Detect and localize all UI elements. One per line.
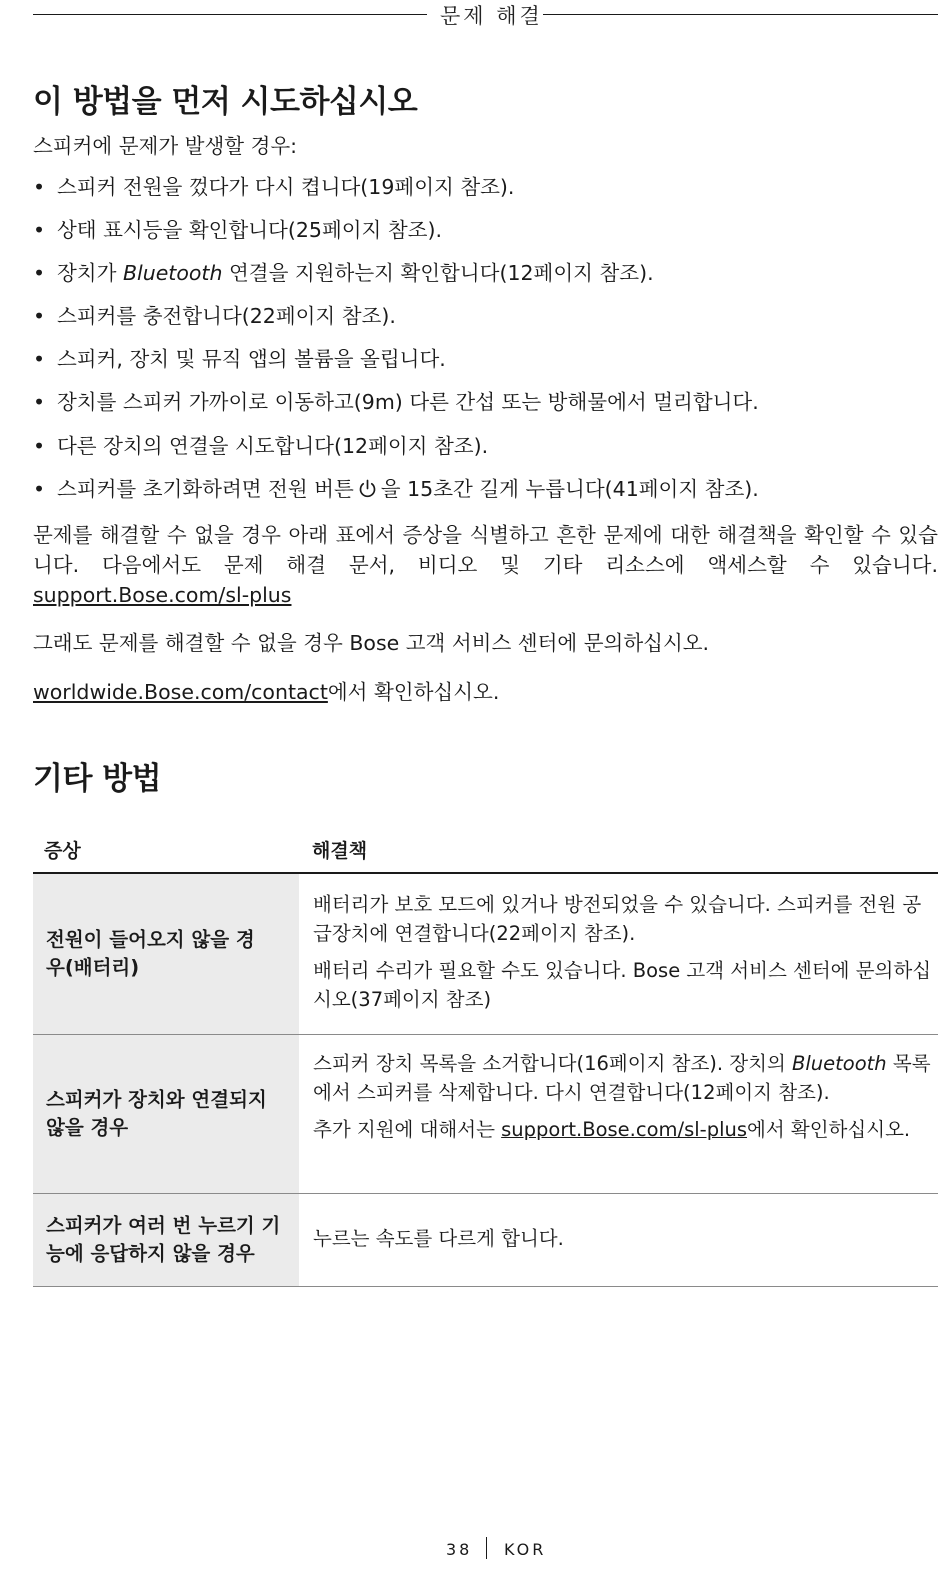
intro-text: 스피커에 문제가 발생할 경우: bbox=[33, 134, 298, 158]
power-icon bbox=[358, 477, 377, 507]
column-header-symptom: 증상 bbox=[44, 840, 81, 862]
solution-cell: 누르는 속도를 다르게 합니다. bbox=[313, 1227, 564, 1250]
list-item: • 장치가 Bluetooth 연결을 지원하는지 확인합니다(12페이지 참조). bbox=[33, 261, 654, 286]
symptom-cell: 스피커가 여러 번 누르기 기능에 응답하지 않을 경우 bbox=[33, 1194, 299, 1286]
row-divider bbox=[33, 1286, 938, 1287]
page-number: 38 bbox=[446, 1540, 473, 1559]
list-item: • 장치를 스피커 가까이로 이동하고(9m) 다른 간섭 또는 방해물에서 멀리합니다. bbox=[33, 390, 759, 415]
table-row bbox=[33, 1035, 938, 1193]
footer-divider bbox=[486, 1537, 487, 1559]
list-item: • 상태 표시등을 확인합니다(25페이지 참조). bbox=[33, 218, 442, 243]
language-code: KOR bbox=[504, 1540, 547, 1559]
support-link[interactable]: support.Bose.com/sl-plus bbox=[501, 1118, 748, 1141]
contact-link-line: worldwide.Bose.com/contact에서 확인하십시오. bbox=[33, 680, 500, 704]
header-rule-left bbox=[33, 14, 427, 15]
column-header-solution: 해결책 bbox=[312, 840, 368, 862]
list-item: • 스피커를 충전합니다(22페이지 참조). bbox=[33, 304, 396, 329]
solution-cell: 배터리가 보호 모드에 있거나 방전되었을 수 있습니다. 스피커를 전원 공급장치에 연결합니다(22페이지 참조). 배터리 수리가 필요할 수도 있습니다. Bose 고객 서비스 센터에 문의하십시오(37페이지 참조) bbox=[313, 893, 932, 1011]
bluetooth-term: Bluetooth bbox=[792, 1052, 887, 1075]
solution-cell: 스피커 장치 목록을 소거합니다(16페이지 참조). 장치의 Bluetooth 목록에서 스피커를 삭제합니다. 다시 연결합니다(12페이지 참조). 추가 지원에 대해서는 support.Bose.com/sl-plus에서 확인하십시오. bbox=[313, 1052, 931, 1141]
list-item: • 스피커, 장치 및 뮤직 앱의 볼륨을 올립니다. bbox=[33, 347, 446, 372]
bluetooth-term: Bluetooth bbox=[122, 261, 223, 286]
table-row bbox=[33, 874, 938, 1034]
list-item: • 스피커를 초기화하려면 전원 버튼 을 15초간 길게 누릅니다(41페이지 참조). bbox=[33, 474, 759, 517]
section-header-title: 문제 해결 bbox=[440, 4, 543, 28]
section-heading-other: 기타 방법 bbox=[33, 761, 162, 797]
header-rule-right bbox=[543, 14, 938, 15]
list-item: • 스피커 전원을 껐다가 다시 켭니다(19페이지 참조). bbox=[33, 175, 515, 199]
table-row bbox=[33, 1194, 938, 1286]
support-link[interactable]: support.Bose.com/sl-plus bbox=[33, 583, 292, 607]
section-heading-try-first: 이 방법을 먼저 시도하십시오 bbox=[33, 84, 418, 120]
symptom-cell: 전원이 들어오지 않을 경우(배터리) bbox=[33, 874, 299, 1034]
contact-link[interactable]: worldwide.Bose.com/contact bbox=[33, 680, 328, 704]
contact-text: 그래도 문제를 해결할 수 없을 경우 Bose 고객 서비스 센터에 문의하십시오. bbox=[33, 631, 710, 655]
symptom-cell: 스피커가 장치와 연결되지 않을 경우 bbox=[33, 1035, 299, 1193]
table-intro-paragraph: 문제를 해결할 수 없을 경우 아래 표에서 증상을 식별하고 흔한 문제에 대한 해결책을 확인할 수 있습니다. 다음에서도 문제 해결 문서, 비디오 및 기타 리소스에 액세스할 수 있습니다. support.Bose.com/sl-plus bbox=[33, 523, 938, 607]
troubleshoot-bullet-list bbox=[33, 172, 759, 517]
list-item: • 다른 장치의 연결을 시도합니다(12페이지 참조). bbox=[33, 433, 489, 458]
